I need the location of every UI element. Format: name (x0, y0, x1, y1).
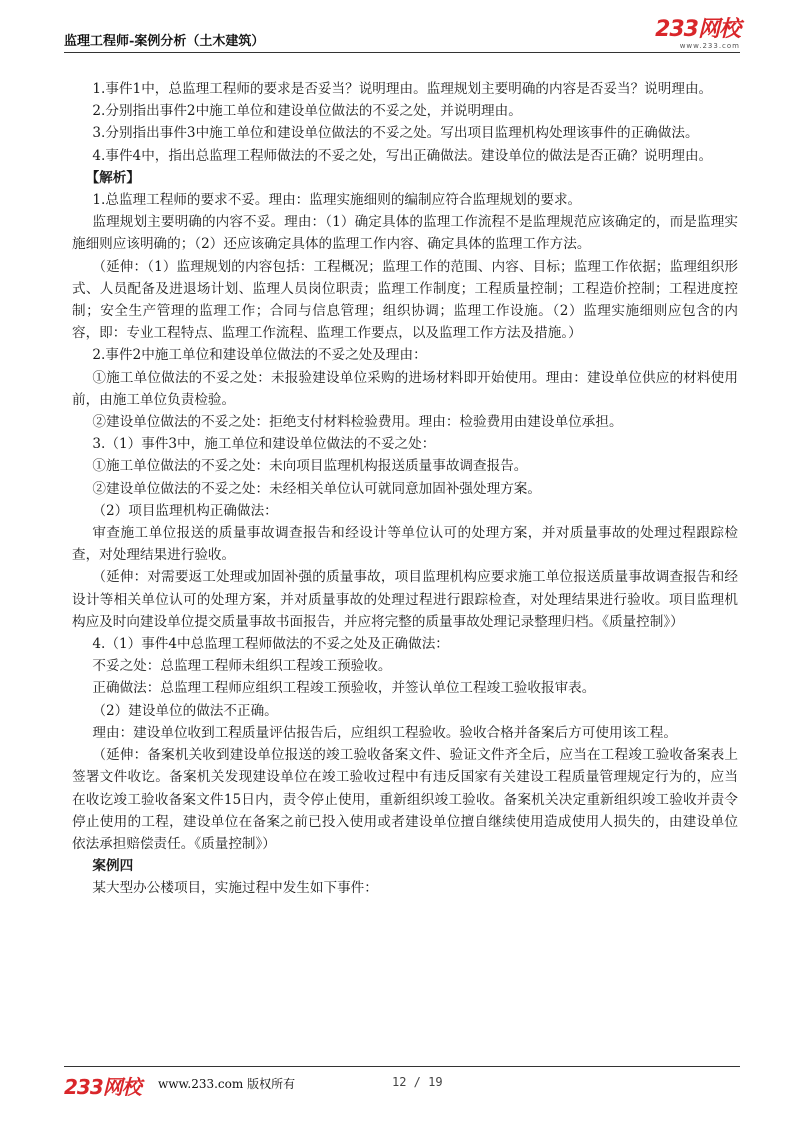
paragraph: 3.分别指出事件3中施工单位和建设单位做法的不妥之处。写出项目监理机构处理该事件的正确做法。 (92, 125, 699, 142)
paragraph: 监理规划主要明确的内容不妥。理由：（1）确定具体的监理工作流程不是监理规范应该确定的，而是监理实施细则应该明确的；（2）还应该确定具体的监理工作内容、确定具体的监理工作方法。 (72, 214, 738, 253)
logo-url: www.233.com (679, 42, 740, 50)
page-footer (64, 1066, 740, 1097)
paragraph: 2.事件2中施工单位和建设单位做法的不妥之处及理由： (92, 347, 427, 364)
section-heading: 【解析】 (85, 169, 140, 186)
paragraph: （延伸：对需要返工处理或加固补强的质量事故，项目监理机构应要求施工单位报送质量事故调查报告和经设计等相关单位认可的处理方案，并对质量事故的处理过程进行跟踪检查，对处理结果进行验收。项目监理机构应及时向建设单位提交质量事故书面报告，并应将完整的质量事故处理记录整理归档。《质量控制》） (72, 569, 738, 630)
paragraph: ②建设单位做法的不妥之处：未经相关单位认可就同意加固补强处理方案。 (92, 480, 541, 497)
paragraph: 1.事件1中，总监理工程师的要求是否妥当？说明理由。监理规划主要明确的内容是否妥当？说明理由。 (92, 81, 713, 97)
paragraph: 4.事件4中，指出总监理工程师做法的不妥之处，写出正确做法。建设单位的做法是否正确？说明理由。 (92, 147, 713, 164)
paragraph: （延伸：备案机关收到建设单位报送的竣工验收备案文件、验证文件齐全后，应当在工程竣工验收备案表上签署文件收讫。备案机关发现建设单位在竣工验收过程中有违反国家有关建设工程质量管理规定行为的，应当在收讫竣工验收备案文件15日内，责令停止使用，重新组织竣工验收。备案机关决定重新组织竣工验收并责令停止使用的工程，建设单位在备案之前已投入使用或者建设单位擅自继续使用造成使用人损失的，由建设单位依法承担赔偿责任。《质量控制》） (72, 747, 738, 852)
paragraph: ①施工单位做法的不妥之处：未向项目监理机构报送质量事故调查报告。 (92, 458, 528, 475)
page-number: 12 / 19 (392, 1075, 443, 1089)
paragraph: ①施工单位做法的不妥之处：未报验建设单位采购的进场材料即开始使用。理由：建设单位供应的材料使用前，由施工单位负责检验。 (72, 369, 738, 408)
paragraph: 审查施工单位报送的质量事故调查报告和经设计等单位认可的处理方案，并对质量事故的处理过程跟踪检查，对处理结果进行验收。 (72, 525, 738, 564)
footer-copyright: www.233.com 版权所有 (158, 1077, 296, 1091)
section-heading: 案例四 (92, 858, 134, 875)
paragraph: （2）建设单位的做法不正确。 (92, 702, 278, 719)
paragraph: 不妥之处：总监理工程师未组织工程竣工预验收。 (92, 658, 392, 675)
paragraph: 某大型办公楼项目，实施过程中发生如下事件： (92, 880, 378, 897)
paragraph: 1.总监理工程师的要求不妥。理由：监理实施细则的编制应符合监理规划的要求。 (92, 192, 582, 209)
paragraph: 理由：建设单位收到工程质量评估报告后，应组织工程验收。验收合格并备案后方可使用该工程。 (92, 724, 677, 741)
page-header (64, 18, 740, 53)
paragraph: （延伸：（1）监理规划的内容包括：工程概况；监理工作的范围、内容、目标；监理工作依据；监理组织形式、人员配备及进退场计划、监理人员岗位职责；监理工作制度；工程质量控制；工程造价控制；工程进度控制；安全生产管理的监理工作；合同与信息管理；组织协调；监理工作设施。（2）监理实施细则应包含的内容，即：专业工程特点、监理工作流程、监理工作要点，以及监理工作方法及措施。） (72, 258, 738, 342)
paragraph: （2）项目监理机构正确做法： (92, 502, 278, 519)
document-body (72, 78, 738, 900)
paragraph: 2.分别指出事件2中施工单位和建设单位做法的不妥之处，并说明理由。 (92, 103, 522, 120)
paragraph: 4.（1）事件4中总监理工程师做法的不妥之处及正确做法： (92, 636, 449, 653)
paragraph: 3.（1）事件3中，施工单位和建设单位做法的不妥之处： (92, 436, 436, 453)
paragraph: 正确做法：总监理工程师应组织工程竣工预验收，并签认单位工程竣工验收报审表。 (92, 680, 596, 697)
logo-text: 233网校 (655, 17, 740, 42)
brand-logo (655, 18, 740, 50)
paragraph: ②建设单位做法的不妥之处：拒绝支付材料检验费用。理由：检验费用由建设单位承担。 (92, 414, 623, 431)
footer-logo: 233网校 (64, 1075, 141, 1099)
header-title: 监理工程师-案例分析（土木建筑） (64, 34, 265, 49)
